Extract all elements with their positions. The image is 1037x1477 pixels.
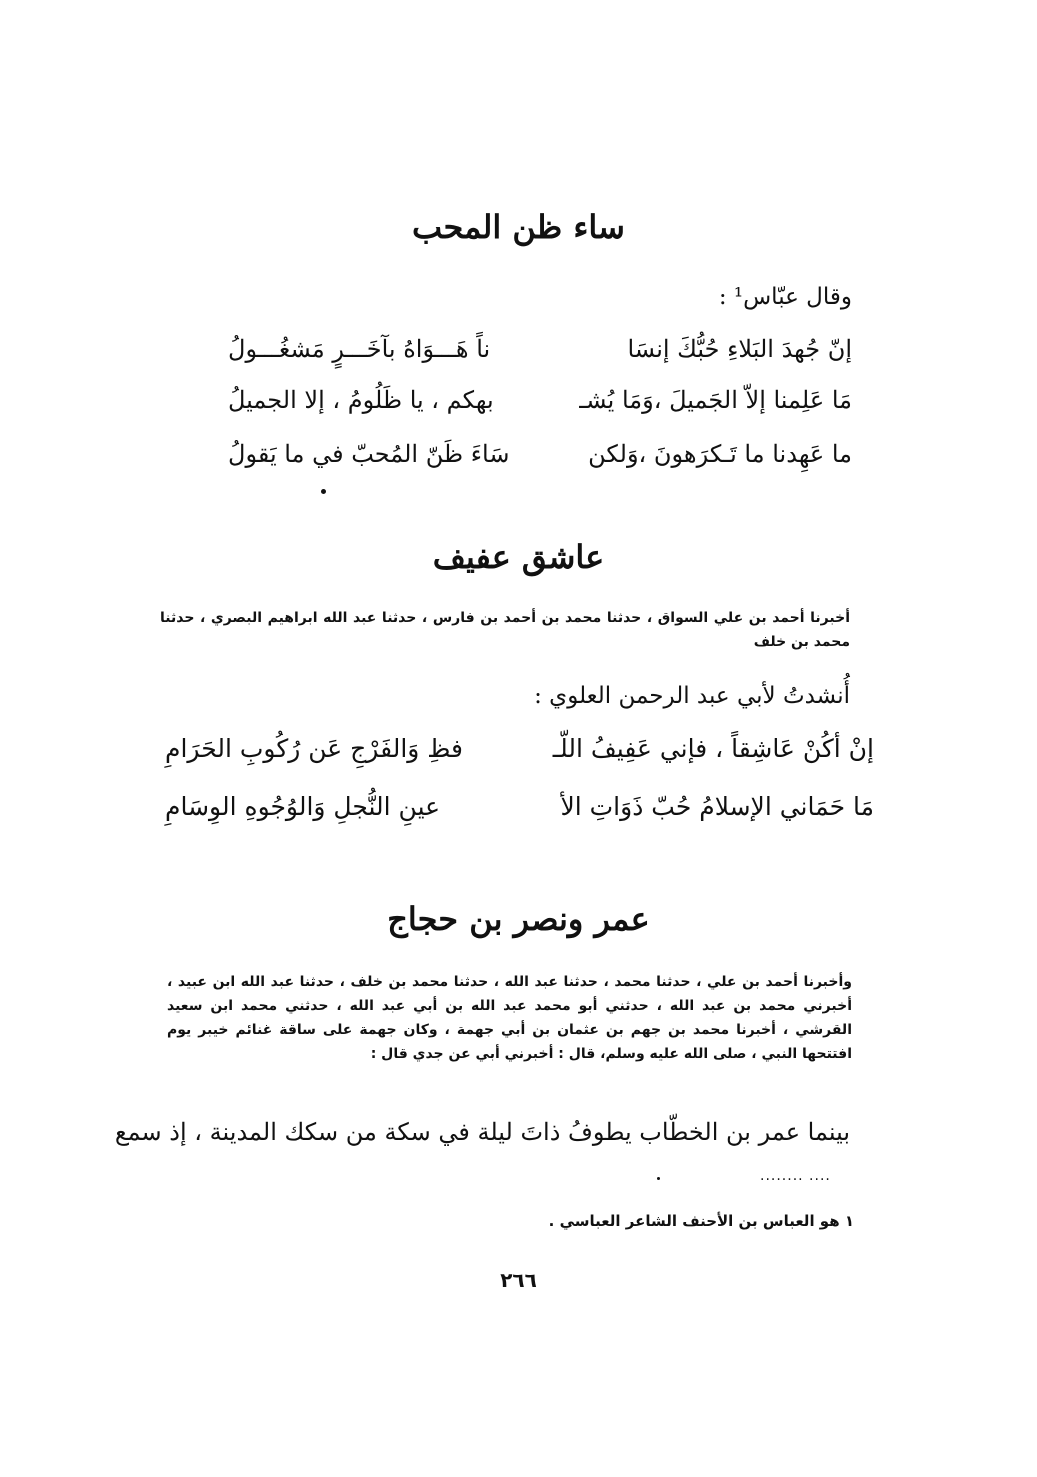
page-number: ٢٦٦ bbox=[500, 1268, 537, 1292]
verse-1-1-second-hemistich: ناً هَـــوَاهُ بآخَـــرٍ مَشغُـــولُ bbox=[228, 335, 491, 363]
isnad-3: وأخبرنا أحمد بن علي ، حدثنا محمد ، حدثنا عبد الله ، حدثنا محمد بن خلف ، حدثنا عبد الله ابن عبيد ، أخبرني محمد بن عبد الله ، حدثني أبو محمد عبد الله بن أبي عبد الله ، حدثني محمد ابن سعيد القرشي ، أخبرنا محمد بن جهم بن عثمان بن أبي جهمة ، وكان جهمة على ساقة غنائم خيبر يوم افتتحها النبي ، صلى الله عليه وسلم، قال : أخبرني أبي عن جدي قال : bbox=[167, 974, 852, 1062]
verse-1-2-second-hemistich: بهكم ، يا ظَلُومُ ، إلا الجميلُ bbox=[228, 386, 494, 414]
ornament-dot bbox=[321, 489, 326, 494]
verse-1-3-second-hemistich: سَاءَ ظَنّ المُحبّ في ما يَقولُ bbox=[228, 440, 510, 468]
verse-2-1-first-hemistich: إنْ أكُنْ عَاشِقاً ، فإني عَفِيفُ اللّـ bbox=[552, 734, 874, 763]
section-intro-1: وقال عبّاس¹ : bbox=[718, 284, 852, 310]
narrative-line: بينما عمر بن الخطّاب يطوفُ ذاتَ ليلة في سكة من سكك المدينة ، إذ سمع bbox=[114, 1118, 850, 1146]
ornament-dot bbox=[657, 1177, 660, 1180]
footnote: ١ هو العباس بن الأحنف الشاعر العباسي . bbox=[548, 1212, 854, 1230]
verse-2-2-second-hemistich: عينِ النُّجلِ وَالوُجُوهِ الوِسَامِ bbox=[165, 792, 441, 821]
verse-1-3-first-hemistich: ما عَهِدنا ما تَـكرَهونَ ،وَلكن bbox=[588, 440, 852, 468]
verse-1-2-first-hemistich: مَا عَلِمنا إلاّ الجَميلَ ،وَمَا يُشـ bbox=[579, 386, 852, 414]
verse-2-2-first-hemistich: مَا حَمَاني الإسلامُ حُبّ ذَوَاتِ الأ bbox=[560, 792, 874, 821]
verse-1-1-first-hemistich: إنّ جُهدَ البَلاءِ حُبُّكَ إنسَا bbox=[627, 335, 852, 363]
section-title-2: عاشق عفيف bbox=[432, 538, 605, 576]
section-title-1: ساء ظن المحب bbox=[412, 208, 625, 246]
verse-2-1-second-hemistich: فظِ وَالفَرْجِ عَن رُكُوبِ الحَرَامِ bbox=[165, 734, 463, 763]
ellipsis-dots: ........ .... bbox=[760, 1168, 831, 1184]
isnad-2: أخبرنا أحمد بن علي السواق ، حدثنا محمد بن أحمد بن فارس ، حدثنا عبد الله ابراهيم البصري ، حدثنا محمد بن خلف bbox=[160, 610, 850, 650]
section-intro-2: أُنشدتُ لأبي عبد الرحمن العلوي : bbox=[534, 683, 850, 709]
section-title-3: عمر ونصر بن حجاج bbox=[387, 900, 650, 938]
